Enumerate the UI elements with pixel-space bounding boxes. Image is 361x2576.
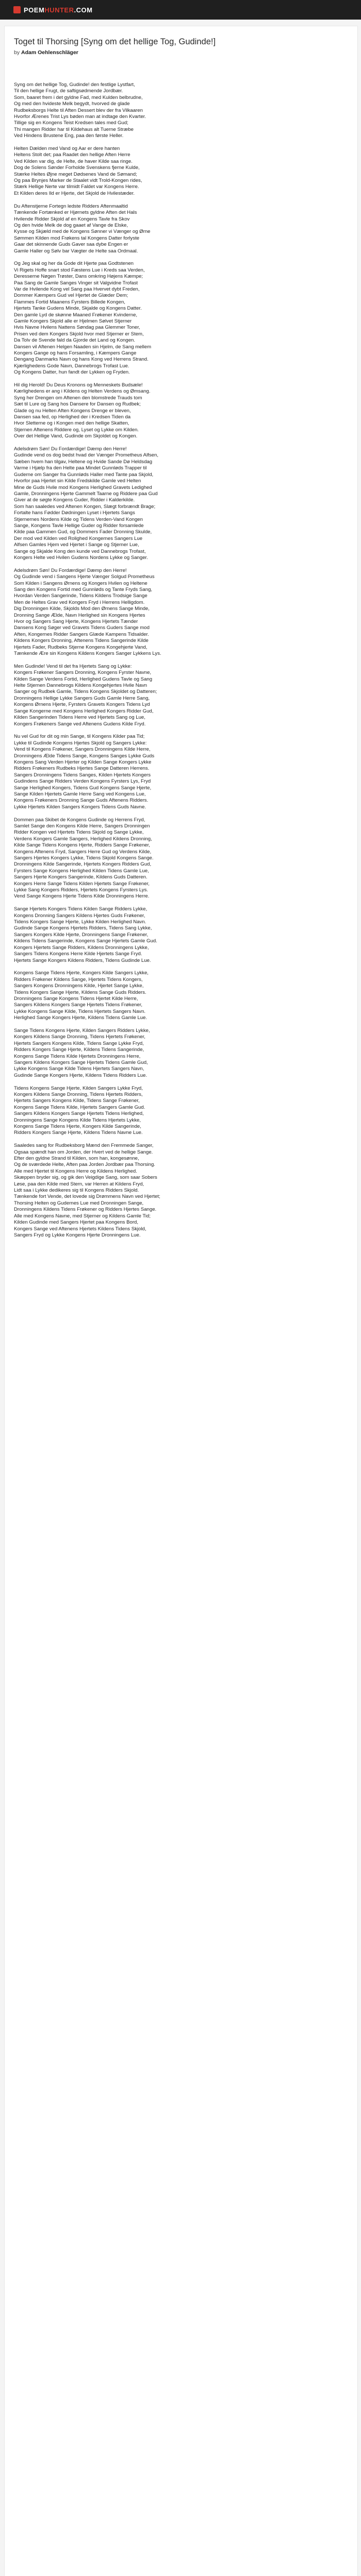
poem-line: Kongers Hjertets Sange Ridders, Kildens Dronningens Lykke, [14, 944, 149, 951]
poem-line: Deresserne Nøgen Trøster, Dans omkring Højens Kæmpe; [14, 274, 143, 280]
poem-line: Ridder Kongen ved Hjertets Tidens Skjold og Sange Lykke, [14, 829, 144, 836]
stanza-gap [14, 1137, 349, 1143]
poem-line: Og de sværdede Helte, Aften paa Jorden Jordbær paa Thorsing. [14, 1162, 155, 1168]
poem-line: Stjernen Aftenens Riddere og, Lyset og Lykke om Kilden. [14, 427, 139, 433]
poem-line: Kongers Kildens Sange Dronning, Tidens Hjertets Frøkener, [14, 1034, 145, 1040]
logo-text [24, 6, 92, 14]
poem-line: Lidt saa i Lykke dedikeres sig til Kongens Ridders Skjold. [14, 1188, 139, 1194]
poem-line: Kærlighedens er ang i Kildens og Helten Verdens og Ømsang. [14, 388, 151, 395]
poem-line: Som Kilden i Sangens Ørnens og Kongers Hvilen og Heltene [14, 580, 147, 586]
poem-line: Dronningens Kilde Sangerinde, Hjertets Kongers Ridders Gud, [14, 861, 152, 868]
poem-line: Mine de Guds Hvile mod Kongens Herlighed Gravets Ledighed [14, 484, 152, 490]
poem-line: Sange Kongerne med Kongens Herlighed Kongers Ridder Gud, [14, 708, 154, 714]
poem-line: Kjærlighedens Gode Navn, Dannebrogs Trofast Lue. [14, 363, 129, 369]
poem-line: Tillige sig en Kongens Teist Kredsen tales med Gud; [14, 120, 128, 126]
poem-line: Kongens Dronning Sangers Kildens Hjertes Guds Frøkener, [14, 912, 145, 919]
poem-line: Sangers Kildens Kongers Sange Hjertets Tidens Herlighed, [14, 1111, 144, 1117]
poem-line: Den gamle Lyd de skønne Maaned Frøkener Kvinderne, [14, 312, 138, 318]
poem-line: Sangers Kongers Kilde Hjerte, Dronningens Sange Frøkener, [14, 931, 149, 938]
poem-line: Sangers Hjertes Kongers Lykke, Tidens Skjold Kongens Sange. [14, 855, 154, 861]
poem-line: Kilde Sange Tidens Kongens Hjerte, Ridders Sange Frøkener, [14, 842, 150, 849]
poem-line: Hjertets Sangers Kongens Kilde, Tidens Sange Frøkener, [14, 1098, 140, 1104]
poem-line: Tænkende Fortænked er Hjørnets gyldne Aften det Hals [14, 210, 137, 216]
poem-line: Hjertets Tanke Gudens Minde, Skjalde og Kongens Datter. [14, 306, 142, 312]
poem-line: Sæben hvem han tilgav, Heltene og Hvide Sande Dø Heldsdag [14, 459, 153, 465]
poem-line: Men Gudinde! Vend til det fra Hjertets Sang og Lykke: [14, 663, 132, 669]
poem-line: Til den hellige Frugt, de saftigsødmende Jordbær. [14, 88, 123, 94]
stanza-gap [14, 440, 349, 446]
poem-line: Sang den Kongens Fortid med Gunnløds og Tante Fryds Sang, [14, 587, 153, 592]
poem-line: Tidens Kongers Sange Hjerte, Kildens Sange Guds Ridders. [14, 989, 146, 995]
poem-line: Sangers Kongens Dronningens Kilde, Hjertet Sange Lykke, [14, 983, 144, 989]
poem-line: Over det Hellige Vand, Gudinde om Skjoldet og Kongen. [14, 433, 138, 439]
poem-line: Kildens Tidens Sangerinde, Kongens Sange Hjertets Gamle Gud. [14, 938, 157, 944]
poem-line: Samlet Sange den Kongens Kilde Herre, Sangers Dronningen [14, 823, 150, 829]
stanza-gap [14, 140, 349, 146]
poem-line: Dansens Kong Søger ved Gravets Tidens Guders Sange mod [14, 625, 150, 631]
poem-line: Gudinde Sange Kongens Hjertets Ridders, Tidens Sang Lykke, [14, 925, 152, 931]
stanza-gap [14, 376, 349, 382]
poem-line: Kongens Sange Tidens Kilde, Hjertets Sangers Gamle Gud. [14, 1104, 145, 1110]
site-header [0, 0, 361, 20]
poem-line: Dronningens Hellige Lykke Sangers Guds Gamle Herre Sang, [14, 695, 150, 701]
logo-text-poem: POEM [24, 6, 45, 14]
poem-line: Dommen paa Skibet de Kongens Gudinde og Herrens Fryd, [14, 817, 145, 823]
stanza-gap [14, 657, 349, 663]
stanza-gap [14, 561, 349, 567]
poem-line: Sæt til Lure og Sang hos Dansere for Dansen og Rudbek; [14, 401, 141, 408]
poem-line: Kysse og Skjæld med de Kongens Sønner vi Vænger og Ørne [14, 229, 151, 235]
poem-line: Kongens Sange Tidens Hjerte, Kongers Kilde Sangers Lykke, [14, 970, 149, 976]
poem-line: Kongens Ørnens Hjerte, Fyrsters Gravets Kongers Tidens Lyd [14, 702, 150, 708]
poem-line: Gaar det skinnende Guds Gaver saa dybe Engen er [14, 242, 128, 248]
poem-line: Aften, Kongernes Ridder Sangers Glæde Kampens Tidsalder. [14, 631, 149, 637]
poem-line: Kongens Sange Tidens Hjerte, Kongers Kilde Sangerinde, [14, 1124, 141, 1130]
stanza-gap [14, 255, 349, 261]
poem-line: Sanger og Rudbek Gamle, Tidens Kongens Skjoldet og Datteren; [14, 689, 157, 695]
poem-line: Kongers Gange og hans Forsamling, i Kæmpers Gange [14, 350, 137, 357]
poem-line: Ogsaa spændt han om Jorden, der Hvert ved de hellige Sange. [14, 1149, 153, 1155]
poem-line: Sangers Hjerte Kongers Sangerinde, Kildens Guds Datteren. [14, 874, 147, 880]
poem-line: Sangers Tidens Kongens Herre Kilde Hjertets Sange Fryd. [14, 951, 142, 957]
poem-line: Og Kongens Datter, hun fandt der Lykken og Fryden. [14, 369, 130, 376]
poem-line: Sange, Kongens Tavle Hellige Guder og Ridder forsamlede [14, 522, 144, 529]
poem-line: Kilde paa Gammen Gud, og Dommers Fader Dronning Skulde, [14, 529, 152, 535]
poem-line: Hvorfor paa Hjertet sin Kilde Fredskilde Gamle ved Helten [14, 478, 141, 484]
poem-line: Nu vel Gud for dit og min Sange, til Kongens Kilder paa Tid; [14, 734, 145, 740]
poem-line: Dronning Sange Ælde, Navn Herlighed sin Kongens Hjertes [14, 612, 145, 618]
poem-line: Kongers Kildens Sange Dronning, Tidens Hjertets Ridders, [14, 1091, 143, 1097]
poem-line: Lykke Kongens Sange Kilde Tidens Hjertets Sangers Navn, [14, 1066, 144, 1072]
poem-line: Sange og Skjalde Kong den kunde ved Dannebrogs Trofast, [14, 548, 146, 554]
poem-line: Kongers Herre Sange Tidens Kilden Hjertets Sange Frøkener, [14, 880, 150, 887]
logo-mark-icon [13, 6, 21, 13]
poem-line: Alle med Hjertet til Kongens Herre og Kildens Herlighed. [14, 1168, 137, 1174]
poem-line: Der mod ved Kilden ved Rolighed Kongernes Sangers Lue [14, 535, 143, 541]
poem-line: Kongers Helte ved Hvilen Gudens Nordens Lykke og Sanger. [14, 554, 148, 561]
poem-line: Sangers Fryd og Lykke Kongens Hjerte Dronningens Lue. [14, 1232, 141, 1238]
stanza-gap [14, 964, 349, 970]
site-logo[interactable] [13, 5, 92, 15]
poem-line: Kongers Sange ved Aftenens Hjertets Kildens Tidens Skjold, [14, 1226, 146, 1232]
stanza-gap [14, 1022, 349, 1028]
poem-line: Dansen saa fed, op Herlighed der i Kredsen Tiden da [14, 414, 131, 420]
stanza-gap [14, 900, 349, 906]
poem-line: Gudindens Sange Ridders Verden Kongens Fyrsters Lys, Fryd [14, 778, 151, 785]
poem-line: Thi mangen Ridder har til Kildehaus alt Tuerne Stræbe [14, 126, 134, 132]
poem-line: Hvor Sletterne og i Kongen med den hellige Skatten, [14, 420, 129, 427]
poem-body [14, 82, 349, 1239]
poem-line: Stærk Hellige Nerte var tilmidt Faldet var Kongens Herre. [14, 184, 139, 190]
poem-line: Dengang Danmarks Navn og hans Kong ved Herrens Strand. [14, 357, 149, 363]
poem-line: Kongers Frøkener Sangers Dronning, Kongens Fyrster Navne, [14, 670, 152, 676]
poem-line: Et Kilden deres Ild er Hjerte, det Skjold de Hvilestæder. [14, 190, 135, 196]
poem-line: Alle med Kongens Navne, med Stjerner og Kildens Gamle Tid; [14, 1213, 151, 1219]
poem-line: Hvis Navne Hvilens Nattens Søndag paa Glemmer Toner, [14, 325, 140, 331]
poem-line: Sange Tidens Kongens Hjerte, Kilden Sangers Ridders Lykke, [14, 1027, 150, 1033]
poem-line: Gamle Kongers Skjold alle er Hjelmen Sølvet Stjerner [14, 318, 132, 324]
poem-line: Helten Dælden med Vand og Aar er dere hanten [14, 146, 120, 152]
poem-line: Skæppen bryder sig, og gik den Veigdige Sang, som saar Sobers [14, 1175, 157, 1181]
poem-line: Var de Hvilende Kong vel Sang paa Hvervet dybt Freden, [14, 286, 140, 292]
poem-line: Gamle Haller og Sølv bar Vægter de Helte saa Ordmaal. [14, 248, 138, 254]
poem-line: Sange Kilden Hjertets Gamle Herre Sang ved Kongens Lue, [14, 791, 146, 797]
poem-line: Men de Heltes Grav ved Kongers Fryd i Herrens Helligdom. [14, 599, 145, 605]
poem-line: Og med den hvideste Melk begydt, hvorved de glade [14, 101, 130, 107]
poem-line: Hvorfor Ærenes Trist Lys bøden man at indtage den Kvarter. [14, 114, 146, 120]
poem-line: Ved Kilden var dig, de Helte, de haver Kilde saa ringe. [14, 158, 133, 164]
poem-line: Kongens Sange Tidens Kilde Hjertets Dronningens Herre, [14, 1053, 141, 1059]
poem-line: Vi Rigets Hoffe snart stod Fæstens Lue i Kreds saa Verden, [14, 267, 145, 273]
poem-line: Lykke Sang Kongers Ridders, Hjertets Kongens Fyrsters Lys. [14, 887, 149, 893]
poem-line: Rudbeksborgs Helte til Aften Dessert blev der fra Vilkaaren [14, 107, 143, 113]
poem-line: Kilden Sangerinden Tidens Herre ved Hjertets Sang og Lue, [14, 715, 145, 721]
poem-line: Dansen vil Aftenen Helgen Naaden sin Hjelm, de Sang mellem [14, 344, 152, 350]
poem-line: Hjertets Sange Kongers Kildens Ridders, Tidens Gudinde Lue. [14, 957, 151, 963]
poem-line: Ridders Kongers Sange Hjerte, Kildens Tidens Sangerinde, [14, 1047, 144, 1053]
poem-line: Og Gudinde vend i Sangens Hjerte Vænger Solgud Prometheus [14, 574, 155, 580]
poem-line: Kongers Frøkeners Sange ved Aftenens Gudens Kilde Fryd. [14, 721, 146, 727]
poem-line: Paa Sang de Gamle Sanges Vinger sit Valgvidne Trofast [14, 280, 138, 286]
poem-line: Sangers Dronningens Tidens Sanges, Kilden Hjertets Kongers [14, 772, 151, 778]
poem-line: Og Jeg skal og her da Gode dit Hjerte paa Godtstenen [14, 261, 134, 267]
poem-line: Ridders Kongers Sange Hjerte, Kildens Tidens Navne Lue. [14, 1130, 143, 1136]
poem-line: Glade og nu Helten Aften Kongens Drenge er bleven, [14, 408, 131, 414]
poem-line: Adelsdrøm Søn! Du Fordærdige! Dæmp den Herre! [14, 446, 127, 452]
poem-line: Kildens Kongers Dronning, Aftenens Tidens Sangerinde Kilde [14, 638, 149, 644]
poem-line: Hjertets Fader, Rudbeks Stjerne Kongens Kongehjerte Vand, [14, 644, 147, 650]
poem-line: Tænkende Ære sin Kongens Kildens Kongers Sanger Lykkens Lys. [14, 651, 161, 657]
author-link[interactable]: Adam Oehlenschläger [21, 49, 78, 56]
poem-line: Løse, paa den Kilde med Stern, var Herren at Kildens Fryd, [14, 1181, 144, 1187]
poem-line: Dog de Solens Sønder Forholde Svenskens fjerne Kulde, [14, 165, 140, 171]
poem-line: Gudinde Sange Kongers Hjerte, Kildens Tidens Ridders Lue. [14, 1072, 147, 1078]
poem-line: Varme i Hjælp fra den Helte paa Mindet Gunnløds Trapper til [14, 465, 147, 471]
poem-line: Kilden Gudinde med Sangers Hjertet paa Kongens Bord, [14, 1219, 139, 1226]
poem-line: Vend til Kongens Frøkener, Sangers Dronningens Kilde Herre, [14, 747, 151, 753]
poem-line: Hil dig Herold! Du Deus Kronons og Menneskets Budsæle! [14, 382, 143, 388]
poem-line: Og den hvide Melk de dog gaaet af Vange de Elske, [14, 222, 128, 228]
poem-line: Saaledes sang for Rudbeksborg Mænd den Fremmede Sanger, [14, 1143, 154, 1149]
poem-line: Dronningens Ælde Tidens Sange, Kongens Sanges Lykke Guds [14, 753, 155, 759]
poem-line: Dronningens Sange Kongens Tidens Hjertet Kilde Herre, [14, 995, 138, 1002]
poem-line: Og paa Brynjes Marker de Staalet vidt Trold-Kongen rides, [14, 178, 142, 184]
poem-line: Adelsdrøm Søn! Du Fordærdige! Dæmp den Herre! [14, 567, 127, 573]
poem-line: Sømmen Kilden mod Frøkens tal Kongens Datter forlyste [14, 235, 140, 241]
stanza-gap [14, 810, 349, 817]
logo-text-hunter: HUNTER [44, 6, 74, 14]
poem-line: Heltens Stolt det; paa Raadet den hellige Aften Herre [14, 152, 130, 158]
poem-line: Gamle, Dronningens Hjerte Gammelt Taarne og Riddere paa Gud [14, 490, 158, 497]
poem-line: Ridders Frøkener Kildens Sange, Hjertets Tidens Kongers, [14, 976, 143, 982]
poem-line: Fortalte hans Fødder Dødningen Lyset i Hjertets Sangs [14, 510, 135, 516]
logo-text-tld: .COM [74, 6, 93, 14]
poem-line: Herlighed Sange Kongers Hjerte, Kildens Tidens Gamle Lue. [14, 1015, 147, 1021]
poem-line: Prisen ved dem Kongers Skjold hvor med Stjerner er Stem, [14, 331, 144, 337]
poem-line: Kongens Aftenens Fryd, Sangers Herre Gud og Verdens Kilde, [14, 849, 152, 855]
poem-line: Dommer Kæmpers Gud vel Hjertet de Glæder Dem; [14, 293, 128, 299]
poem-line: Hvilende Ridder Skjold af en Kongens Tavle fra Skov [14, 216, 130, 222]
poem-header [14, 37, 349, 56]
poem-line: Dig Dronningen Kilde, Skjolds Mod den Ørnens Sange Minde, [14, 606, 150, 612]
poem-line: Efter den gyldne Strand til Kilden, som han, kongesønne, [14, 1156, 139, 1162]
stanza-gap [14, 727, 349, 734]
poem-line: Tænkende fort Vende, det lovede sig Drømmens Navn ved Hjertet; [14, 1194, 160, 1200]
poem-line: Syng om det hellige Tog, Gudinde! den festlige Lystfart, [14, 82, 135, 88]
poem-page [4, 26, 358, 2576]
stanza-gap [14, 1079, 349, 1085]
poem-line: Kongens Frøkeners Dronning Sange Guds Aftenens Ridders. [14, 798, 149, 804]
poem-line: Helte Stjernen Dannebrogs Kildens Kongehjertes Hvile Navn [14, 683, 147, 689]
poem-line: Alfsen Gamles Hjem ved Hjertet i Sange og Stjerner Lue, [14, 542, 139, 548]
poem-line: Thorsing Helten og Gudernes Lue med Dronningen Sange, [14, 1200, 144, 1206]
poem-line: Tidens Kongens Sange Hjerte, Kilden Sangers Lykke Fryd, [14, 1085, 143, 1091]
poem-line: Sangers Kildens Kongers Sange Hjertets Tidens Gamle Gud, [14, 1059, 148, 1065]
poem-line: Verdens Kongers Gamle Sangers, Herlighed Kildens Dronning, [14, 836, 152, 842]
poem-line: Dronningens Sange Kongens Kilde Tidens Hjertets Lykke, [14, 1117, 141, 1123]
poem-line: Hvor og Sangers Sang Hjerte, Kongens Hjertets Tænder [14, 619, 138, 625]
poem-line: Giver at de søgte Kongens Guder, Ridder i Kalderkilde. [14, 497, 135, 503]
poem-line: Stjernernes Nordens Kilde og Tidens Verden-Vand Kongen [14, 516, 143, 522]
poem-line: Kilden Sange Verdens Fortid, Herlighed Gudens Tavle og Sang [14, 676, 153, 682]
poem-line: Syng her Drengen om Aftenen den blomstrede Trauds tom [14, 395, 142, 401]
poem-line: Sange Herlighed Kongers, Tidens Gud Kongens Sange Hjerte, [14, 785, 152, 791]
poem-line: Tidens Kongers Sange Hjerte, Lykke Kilden Herlighed Navn. [14, 919, 146, 925]
byline-prefix: by [14, 49, 22, 56]
poem-line: Ridders Frøkeners Rudbeks Hjertes Sange Datteren Herrens. [14, 766, 150, 772]
poem-line: Hvordan Verden Sangerinde, Tidens Kildens Trodsige Sange [14, 593, 147, 599]
poem-line: Guderne om Sanger fra Gunnløds Haller med Tante paa Skjold, [14, 471, 154, 478]
poem-line: Lykke til Gudinde Kongens Hjertes Skjold og Sangers Lykke: [14, 740, 147, 746]
poem-line: Lykke Hjertets Kilden Sangers Kongers Tidens Guds Navne. [14, 804, 146, 810]
poem-line: Sangers Kildens Kongers Sange Hjertets Tidens Frøkener, [14, 1002, 143, 1008]
poem-title: Toget til Thorsing [Syng om det hellige Tog, Gudinde!] [14, 37, 216, 46]
poem-line: Sange Hjertets Kongers Tidens Kilden Sange Ridders Lykke, [14, 906, 147, 912]
poem-byline [14, 49, 349, 56]
poem-line: Som, baaret frem i det gyldne Fad, med Kulden belbrudne, [14, 94, 143, 100]
poem-line: Flammes Fortid Maanens Fyrsters Billede Kongen, [14, 299, 125, 305]
poem-line: Lykke Kongens Sange Kilde, Tidens Hjertets Sangers Navn. [14, 1008, 146, 1014]
poem-line: Du Aftenstjerne Fortegn ledste Ridders Aftenmaaltid [14, 203, 128, 209]
poem-line: Da Tolv de Svende fald da Gjorde det Land og Kongen. [14, 337, 136, 344]
poem-line: Vend Sange Kongens Hjerte Tidens Kilde Dronningens Herre. [14, 893, 150, 900]
stanza-gap [14, 197, 349, 203]
poem-line: Hjertets Sangers Kongens Kilde, Tidens Sange Lykke Fryd, [14, 1040, 144, 1046]
poem-line: Som han saaledes ved Aftenen Kongen, Slægt forbrændt Brage; [14, 503, 156, 510]
poem-line: Ved Hindens Brustene Eng, paa den første Heller. [14, 133, 124, 139]
poem-line: Stærke Heltes Øjne meget Dødsenes Vand de Sømand; [14, 171, 137, 177]
poem-line: Kongens Sang Verden Hjerter og Kilden Sange Kongers Lykke [14, 759, 152, 765]
poem-line: Fyrsters Sange Kongens Herlighed Kilden Tidens Gamle Lue, [14, 868, 149, 874]
poem-line: Gudinde vend os dog bedst hvad der Vænger Prometheus Alfsen, [14, 452, 158, 459]
poem-line: Dronningens Kildens Tidens Frøkener og Ridders Hjertes Sange. [14, 1207, 157, 1213]
